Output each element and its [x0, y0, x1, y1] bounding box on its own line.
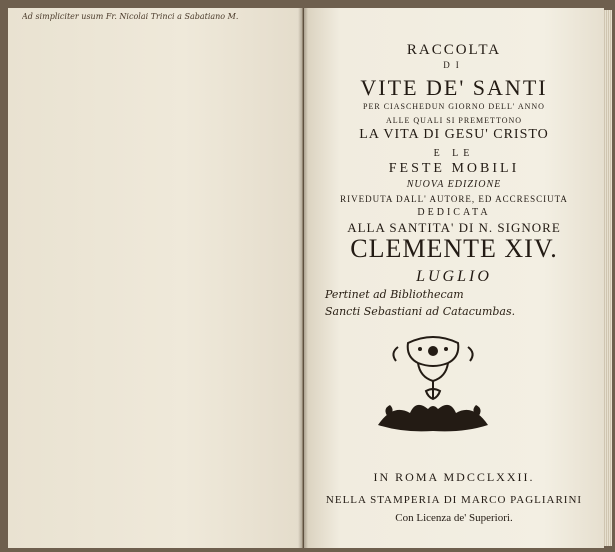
handwritten-note: Sancti Sebastiani ad Catacumbas. [325, 305, 516, 318]
handwritten-note: Pertinet ad Bibliothecam [325, 288, 464, 301]
subtitle-line: ALLE QUALI SI PREMETTONO [385, 116, 523, 125]
imprint-place-date: IN ROMA MDCCLXXII. [373, 470, 535, 484]
dedicatee-name: CLEMENTE XIV. [350, 234, 558, 263]
page-edges [604, 10, 612, 546]
imprint-printer: NELLA STAMPERIA DI MARCO PAGLIARINI [325, 494, 583, 506]
title-main: VITE DE' SANTI [360, 75, 548, 100]
subtitle-line: PER CIASCHEDUN GIORNO DELL' ANNO [363, 102, 545, 111]
imprint-licence: Con Licenza de' Superiori. [395, 512, 513, 524]
subtitle-line: E LE [433, 148, 475, 159]
volume-month: LUGLIO [416, 268, 492, 285]
subtitle-line: FESTE MOBILI [388, 161, 520, 176]
title-raccolta: RACCOLTA [406, 42, 502, 58]
dedication-line: ALLA SANTITA' DI N. SIGNORE [347, 220, 561, 235]
left-endpaper [8, 8, 303, 548]
title-di: DI [443, 60, 465, 70]
edition-line: RIVEDUTA DALL' AUTORE, ED ACCRESCIUTA [340, 194, 568, 204]
dedication-line: DEDICATA [417, 207, 491, 218]
subtitle-line: LA VITA DI GESU' CRISTO [359, 127, 549, 142]
ownership-inscription: Ad simpliciter usum Fr. Nicolai Trinci a Sabatiano M. [22, 12, 239, 21]
printer-ornament [368, 333, 498, 437]
edition-line: NUOVA EDIZIONE [406, 179, 502, 190]
